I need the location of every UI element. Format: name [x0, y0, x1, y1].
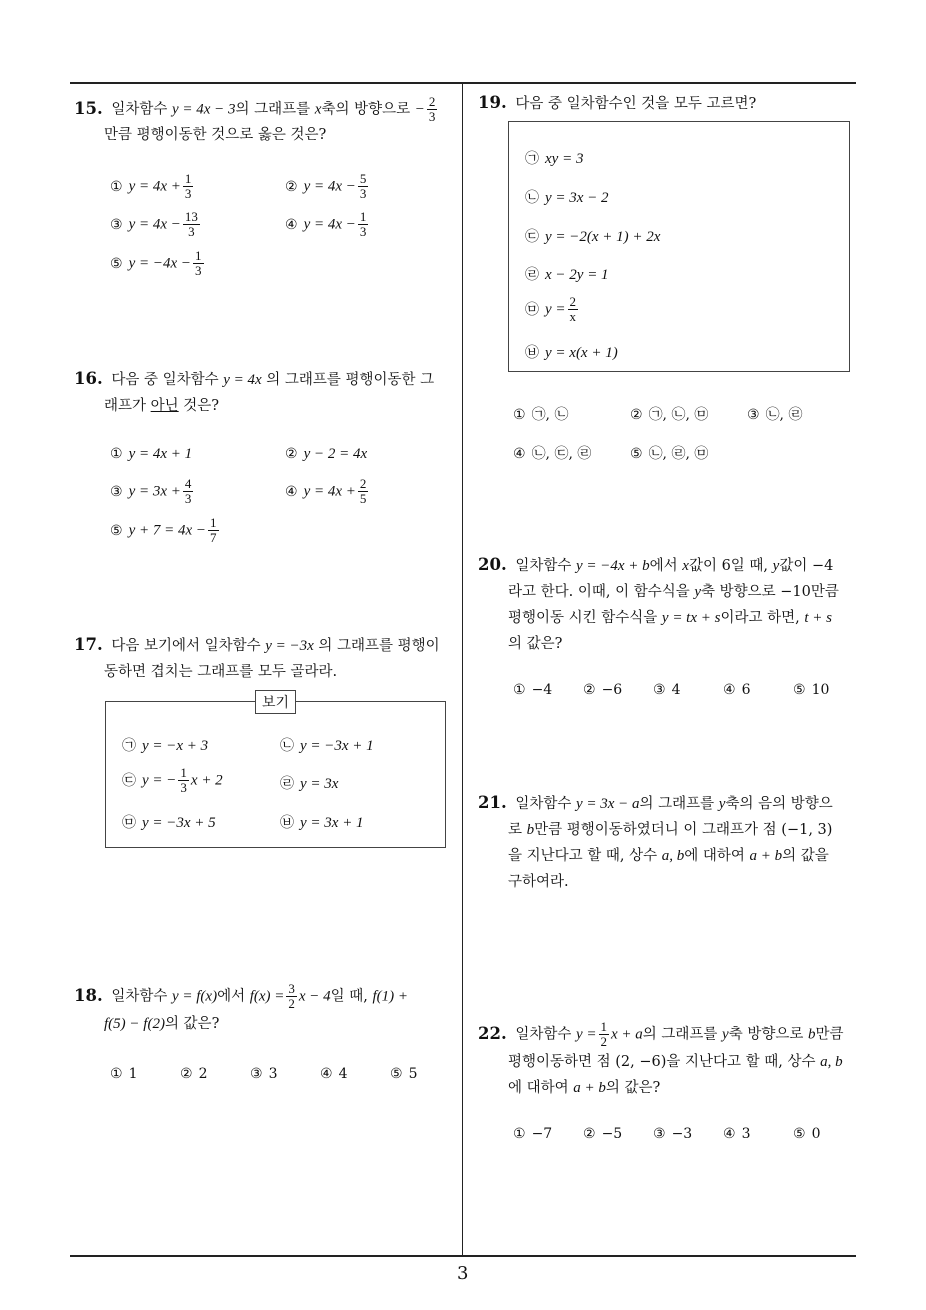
option-3[interactable]: ③ y = 3x + $\frac{4}{3}$ [110, 476, 192, 506]
question-20 [478, 552, 863, 657]
item-1: ㉠ xy = 3 [525, 151, 584, 167]
option-3[interactable]: ③ 4 [653, 682, 681, 698]
option-4[interactable]: ④ 3 [723, 1126, 751, 1142]
variable: y [722, 1026, 729, 1043]
question-text: 다음 중 일차함수 [111, 372, 219, 388]
question-text: 축 방향으로 [728, 1026, 804, 1043]
question-text: 일차함수 [515, 796, 572, 812]
question-text-line3: 을 지난다고 할 때, 상수 a, b에 대하여 a + b의 값을 [508, 848, 829, 864]
question-text: 일차함수 [111, 988, 168, 1005]
question-number: 17. [74, 635, 103, 654]
example-item-3: ㉢ y = − $\frac{1}{3}$ x + 2 [122, 765, 223, 795]
equation: y = [575, 1026, 597, 1043]
option-5[interactable]: ⑤ 5 [390, 1066, 418, 1082]
equation: y = −4x + b [575, 558, 650, 574]
question-16 [74, 366, 459, 419]
item-2: ㉡ y = 3x − 2 [525, 190, 609, 206]
question-text: 의 그래프를 [639, 796, 715, 812]
option-4[interactable]: ④ y = 4x + $\frac{2}{5}$ [285, 476, 367, 506]
option-4[interactable]: ④ 6 [723, 682, 751, 698]
question-number: 19. [478, 93, 507, 112]
question-text-line4: 구하여라. [508, 874, 569, 890]
option-5[interactable]: ⑤ 10 [793, 682, 830, 698]
equation: y = 3x − a [575, 796, 640, 812]
question-number: 21. [478, 793, 507, 812]
question-19 [478, 90, 863, 117]
option-2[interactable]: ② 2 [180, 1066, 208, 1082]
fraction: $\frac{1}{2}$ [600, 1019, 607, 1049]
question-text: 의 그래프를 [235, 101, 311, 118]
example-item-6: ㉥ y = 3x + 1 [280, 815, 364, 831]
question-text: 의 그래프를 평행이동한 그 [266, 372, 435, 388]
question-text: 축의 음의 방향으 [725, 796, 833, 812]
question-number: 15. [74, 98, 103, 118]
option-3[interactable]: ③ ㉡, ㉣ [747, 407, 803, 423]
option-4[interactable]: ④ 4 [320, 1066, 348, 1082]
question-text-line2: 평행이동하면 점 (2, −6)을 지난다고 할 때, 상수 a, b [508, 1054, 843, 1070]
item-5: ㉤ y = $\frac{2}{x}$ [525, 294, 577, 324]
question-text: 값이 −4 [779, 558, 834, 574]
example-item-5: ㉤ y = −3x + 5 [122, 815, 216, 831]
question-text: 일차함수 [515, 558, 572, 574]
option-2[interactable]: ② −5 [583, 1126, 623, 1142]
variable: x [314, 101, 322, 118]
question-text: 에서 [217, 988, 246, 1005]
equation: y = f(x) [171, 988, 218, 1005]
bottom-rule [70, 1255, 856, 1257]
question-text-line2: 만큼 평행이동한 것으로 옳은 것은? [104, 127, 327, 143]
equation: f(1) + [372, 988, 409, 1005]
example-item-1: ㉠ y = −x + 3 [122, 738, 209, 754]
example-item-2: ㉡ y = −3x + 1 [280, 738, 374, 754]
question-number: 16. [74, 369, 103, 388]
option-1[interactable]: ① −4 [513, 682, 553, 698]
question-text: 일차함수 [111, 101, 168, 118]
question-text: 에서 [649, 558, 678, 574]
question-text: 일차함수 [515, 1026, 572, 1043]
question-number: 18. [74, 985, 103, 1005]
option-1[interactable]: ① y = 4x + 1 [110, 446, 193, 462]
question-text: 의 그래프를 평행이 [318, 638, 440, 654]
option-5[interactable]: ⑤ 0 [793, 1126, 821, 1142]
question-text-line3: 평행이동 시킨 함수식을 y = tx + s이라고 하면, t + s [508, 610, 832, 626]
question-text-line4: 의 값은? [508, 636, 563, 652]
question-text: 다음 중 일차함수인 것을 모두 고르면? [515, 96, 757, 112]
option-3[interactable]: ③ −3 [653, 1126, 693, 1142]
option-4[interactable]: ④ y = 4x − $\frac{1}{3}$ [285, 209, 367, 239]
option-4[interactable]: ④ ㉡, ㉢, ㉣ [513, 446, 592, 462]
page-number: 3 [457, 1263, 469, 1284]
question-22 [478, 1020, 863, 1101]
option-2[interactable]: ② y = 4x − $\frac{5}{3}$ [285, 171, 367, 201]
question-text: 만큼 [815, 1026, 844, 1043]
question-text-line2: f(5) − f(2)의 값은? [104, 1016, 220, 1032]
fraction: $\frac{3}{2}$ [288, 981, 295, 1011]
option-1[interactable]: ① ㉠, ㉡ [513, 407, 569, 423]
option-2[interactable]: ② −6 [583, 682, 623, 698]
example-box-label: 보기 [255, 690, 296, 714]
question-text-line2: 라고 한다. 이때, 이 함수식을 y축 방향으로 −10만큼 [508, 584, 839, 600]
equation: y = 4x − 3 [171, 101, 236, 118]
option-3[interactable]: ③ y = 4x − $\frac{13}{3}$ [110, 209, 198, 239]
top-rule [70, 82, 856, 84]
variable: b [807, 1026, 816, 1043]
variable: y [772, 558, 780, 574]
variable: x [682, 558, 689, 574]
question-number: 22. [478, 1023, 507, 1043]
option-5[interactable]: ⑤ y + 7 = 4x − $\frac{1}{7}$ [110, 515, 217, 545]
minus-sign: − [414, 101, 425, 118]
equation: x − 4 [298, 988, 331, 1005]
equation: x + a [611, 1026, 643, 1043]
equation: y = 4x [223, 372, 262, 388]
question-text-line3: 에 대하여 a + b의 값은? [508, 1080, 661, 1096]
question-text: 축의 방향으로 [321, 101, 411, 118]
option-5[interactable]: ⑤ ㉡, ㉣, ㉤ [630, 446, 709, 462]
item-4: ㉣ x − 2y = 1 [525, 267, 609, 283]
question-text-line2: 래프가 아닌 것은? [104, 398, 220, 414]
question-21 [478, 790, 863, 895]
option-1[interactable]: ① 1 [110, 1066, 138, 1082]
question-number: 20. [478, 555, 507, 574]
item-6: ㉥ y = x(x + 1) [525, 345, 618, 361]
option-1[interactable]: ① −7 [513, 1126, 553, 1142]
question-text-line2: 로 b만큼 평행이동하였더니 이 그래프가 점 (−1, 3) [508, 822, 833, 838]
column-divider [462, 83, 463, 1256]
variable: y [718, 796, 726, 812]
question-17 [74, 632, 459, 685]
option-5[interactable]: ⑤ y = −4x − $\frac{1}{3}$ [110, 248, 202, 278]
question-text: 일 때, [330, 988, 368, 1005]
question-18 [74, 982, 462, 1037]
question-text: 다음 보기에서 일차함수 [111, 638, 261, 654]
equation: f(x) = [249, 988, 285, 1005]
option-3[interactable]: ③ 3 [250, 1066, 278, 1082]
example-item-4: ㉣ y = 3x [280, 776, 339, 792]
question-text: 값이 6일 때, [688, 558, 769, 574]
option-1[interactable]: ① y = 4x + $\frac{1}{3}$ [110, 171, 192, 201]
underlined-word: 아닌 [150, 398, 179, 414]
question-text-line2: 동하면 겹치는 그래프를 모두 골라라. [104, 664, 338, 680]
question-15 [74, 95, 459, 148]
option-2[interactable]: ② ㉠, ㉡, ㉤ [630, 407, 709, 423]
option-2[interactable]: ② y − 2 = 4x [285, 446, 368, 462]
item-3: ㉢ y = −2(x + 1) + 2x [525, 229, 661, 245]
equation: y = −3x [265, 638, 314, 654]
question-text: 의 그래프를 [642, 1026, 718, 1043]
fraction: $\frac{2}{3}$ [428, 94, 436, 124]
